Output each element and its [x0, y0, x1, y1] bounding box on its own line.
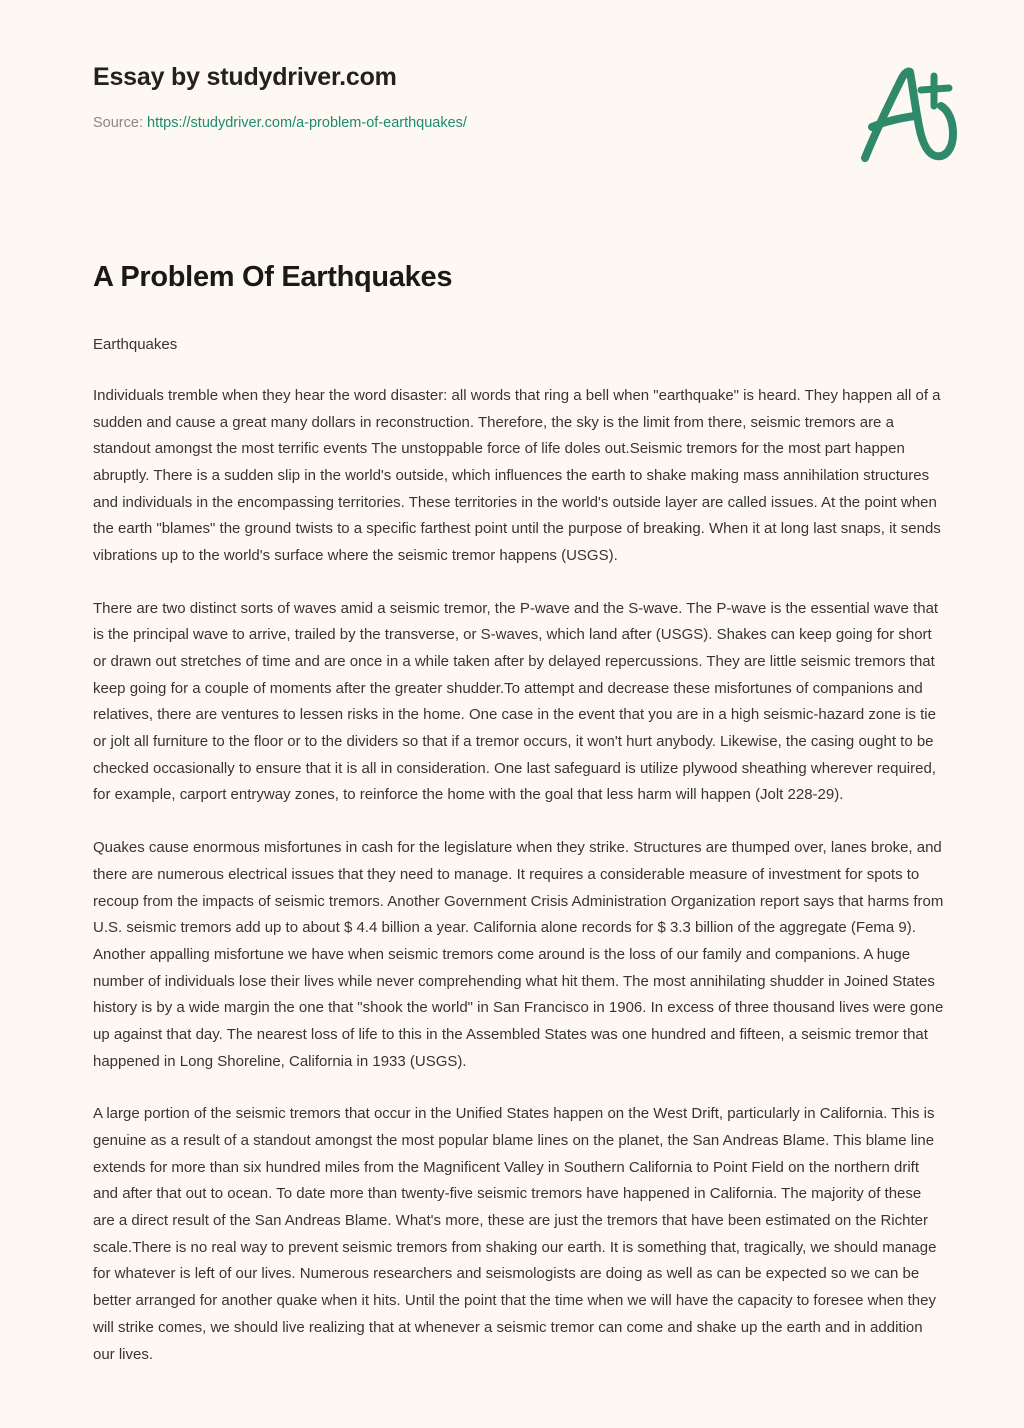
article-body — [0, 259, 1024, 1428]
essay-paragraph: Quakes cause enormous misfortunes in cash for the legislature when they strike. Structures are thumped over, lanes broke, and there are numerous electrical issues that they need to manage. It requires a considerable measure of investment for spots to recoup from the impacts of seismic tremors. Another Government Crisis Administration Organization report says that harms from U.S. seismic tremors add up to about $ 4.4 billion a year. California alone records for $ 3.3 billion of the aggregate (Fema 9). Another appalling misfortune we have when seismic tremors come around is the loss of our family and companions. A huge number of individuals lose their lives while never comprehending what hit them. The most annihilating shudder in Joined States history is by a wide margin the one that "shook the world" in San Francisco in 1906. In excess of three thousand lives were gone up against that day. The nearest loss of life to this in the Assembled States was one hundred and fifteen, a seismic tremor that happened in Long Shoreline, California in 1933 (USGS). — [93, 839, 944, 1070]
a-plus-logo-icon — [852, 62, 962, 166]
essay-paragraph: A large portion of the seismic tremors that occur in the Unified States happen on the West Drift, particularly in California. This is genuine as a result of a standout amongst the most popular blame lines on the planet, the San Andreas Blame. This blame line extends for more than six hundred miles from the Magnificent Valley in Southern California to Point Field on the northern drift and after that out to ocean. To date more than twenty-five seismic tremors have happened in California. The majority of these are a direct result of the San Andreas Blame. What's more, these are just the tremors that have been estimated on the Richter scale.There is no real way to prevent seismic tremors from shaking our earth. It is something that, tragically, we should manage for whatever is left of our lives. Numerous researchers and seismologists are doing as well as can be expected so we can be better arranged for another quake when it hits. Until the point that the time when we will have the capacity to foresee when they will strike comes, we should live realizing that at whenever a seismic tremor can come and shake up the earth and in addition our lives. — [93, 1105, 937, 1363]
document-subtitle: Earthquakes — [93, 335, 178, 353]
page-title: A Problem Of Earthquakes — [93, 260, 453, 293]
source-url-link[interactable]: https://studydriver.com/a-problem-of-earthquakes/ — [147, 115, 467, 131]
brand-title: Essay by studydriver.com — [93, 63, 397, 91]
source-attribution — [93, 114, 960, 134]
source-label: Source: — [93, 115, 143, 131]
page-header — [0, 0, 1024, 134]
essay-paragraphs — [93, 383, 946, 1368]
essay-paragraph: Individuals tremble when they hear the word disaster: all words that ring a bell when "earthquake" is heard. They happen all of a sudden and cause a great many dollars in reconstruction. Therefore, the sky is the limit from there, seismic tremors are a standout amongst the most terrific events The unstoppable force of life doles out.Seismic tremors for the most part happen abruptly. There is a sudden slip in the world's outside, which influences the earth to shake making mass annihilation structures and individuals in the encompassing territories. These territories in the world's outside layer are called issues. At the point when the earth "blames" the ground twists to a specific farthest point until the purpose of breaking. When it at long last snaps, it sends vibrations up to the world's surface where the seismic tremor happens (USGS). — [93, 386, 941, 564]
essay-paragraph: There are two distinct sorts of waves amid a seismic tremor, the P-wave and the S-wave. The P-wave is the essential wave that is the principal wave to arrive, trailed by the transverse, or S-waves, which land after (USGS). Shakes can keep going for short or drawn out stretches of time and are once in a while taken after by delayed repercussions. They are little seismic tremors that keep going for a couple of moments after the greater shudder.To attempt and decrease these misfortunes of companions and relatives, there are ventures to lessen risks in the home. One case in the event that you are in a high seismic-hazard zone is tie or jolt all furniture to the floor or to the dividers so that if a tremor occurs, it won't hurt anybody. Likewise, the casing ought to be checked occasionally to ensure that it is all in consideration. One last safeguard is utilize plywood sheathing wherever required, for example, carport entryway zones, to reinforce the home with the goal that less harm will happen (Jolt 228-29). — [93, 599, 939, 804]
